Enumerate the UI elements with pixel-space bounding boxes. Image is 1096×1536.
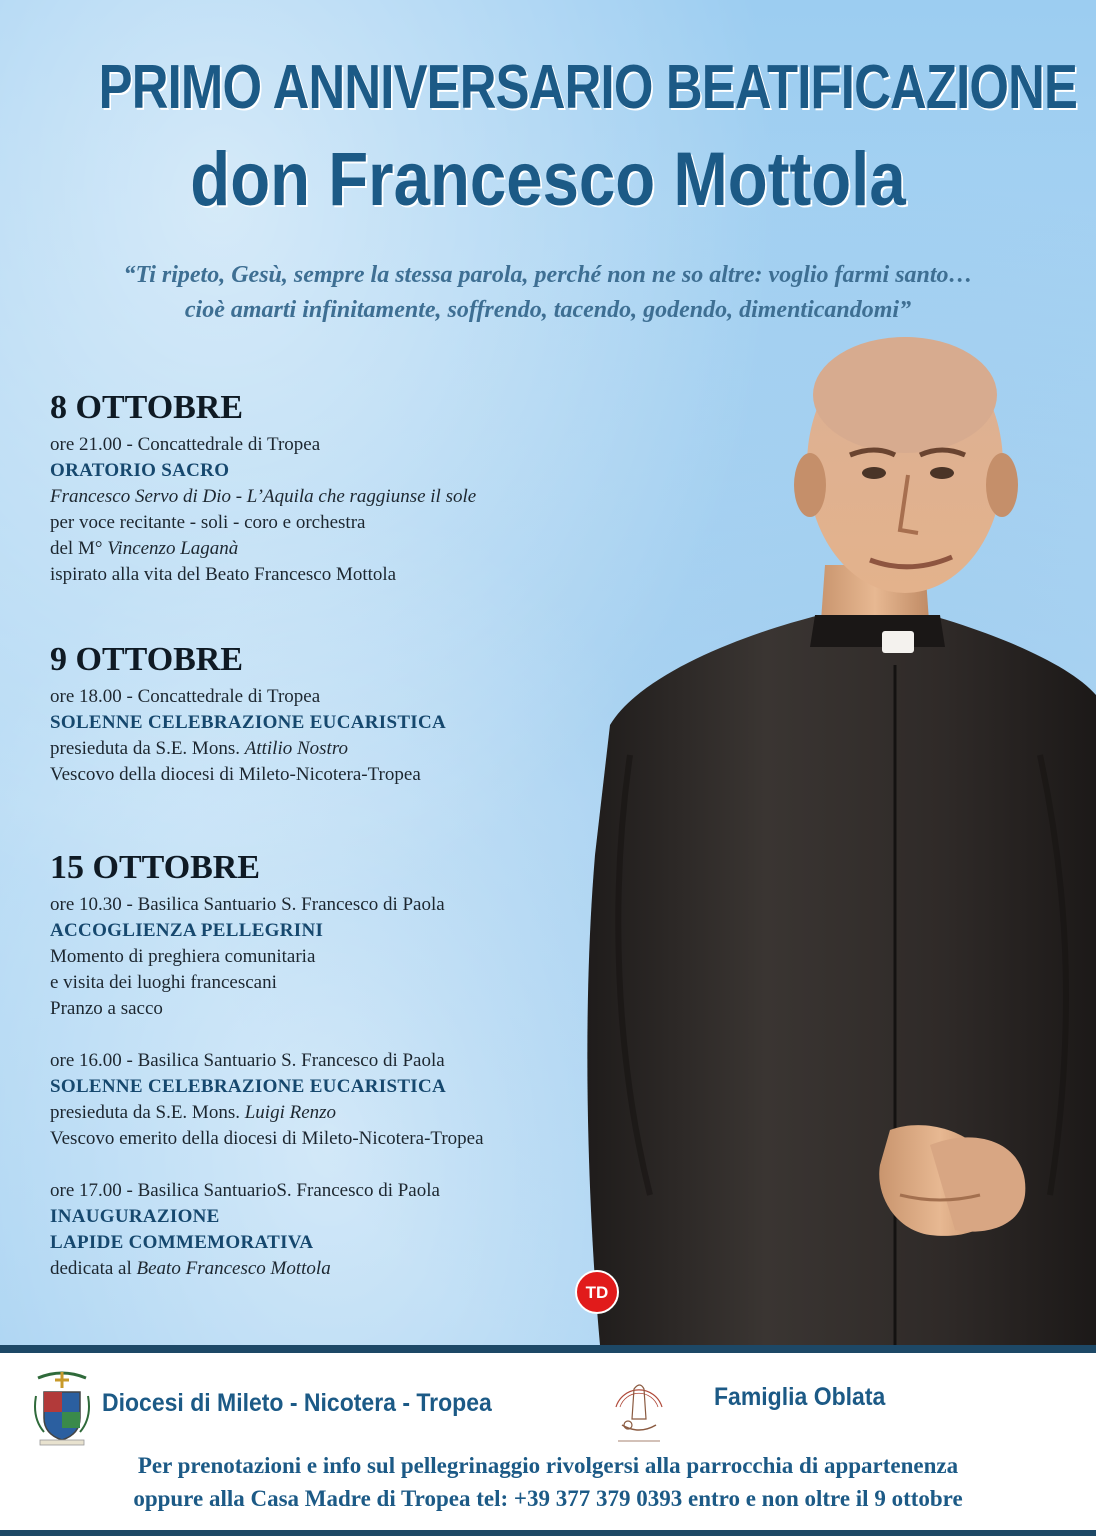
date-oct9: 9 OTTOBRE	[50, 641, 244, 678]
booking-info	[0, 1449, 1096, 1515]
presided-prefix: presieduta da S.E. Mons.	[50, 1102, 245, 1123]
diocese-name: Diocesi di Mileto - Nicotera - Tropea	[102, 1389, 492, 1417]
oct8-work: Francesco Servo di Dio - L’Aquila che raggiunse il sole	[50, 486, 477, 507]
footer	[0, 1353, 1096, 1536]
bottom-border	[0, 1530, 1096, 1536]
famiglia-oblata-logo-icon	[598, 1367, 680, 1449]
oct15-e1-line2: e visita dei luoghi francescani	[50, 972, 277, 993]
quote-line-2: cioè amarti infinitamente, soffrendo, tacendo, godendo, dimenticandomi”	[184, 297, 912, 323]
date-oct15: 15 OTTOBRE	[50, 849, 261, 886]
oct8-time-place: ore 21.00 - Concattedrale di Tropea	[50, 434, 321, 455]
title-line-1: PRIMO ANNIVERSARIO BEATIFICAZIONE	[98, 53, 1078, 122]
oct15-e1-line3: Pranzo a sacco	[50, 998, 163, 1019]
oct9-time-place: ore 18.00 - Concattedrale di Tropea	[50, 686, 321, 707]
oct15-e2-time-place: ore 16.00 - Basilica Santuario S. Francesco di Paola	[50, 1050, 445, 1071]
event-oct15	[50, 848, 484, 1282]
td-logo	[575, 1270, 619, 1314]
booking-info-line-1: Per prenotazioni e info sul pellegrinaggio rivolgersi alla parrocchia di appartenenza	[137, 1453, 959, 1478]
priest-portrait	[570, 335, 1096, 1345]
footer-divider	[0, 1345, 1096, 1353]
quote	[0, 258, 1096, 328]
oct15-e2-bishop: Vescovo emerito della diocesi di Mileto-Nicotera-Tropea	[50, 1128, 484, 1149]
oct15-e2-presided	[50, 1100, 484, 1126]
oct8-composer	[50, 536, 476, 562]
diocese-crest-icon	[30, 1368, 94, 1446]
oct15-e1-title: ACCOGLIENZA PELLEGRINI	[50, 920, 324, 941]
quote-line-1: “Ti ripeto, Gesù, sempre la stessa parola, perché non ne so altre: voglio farmi santo…	[123, 262, 973, 288]
event-oct8	[50, 388, 476, 588]
oct15-e3-dedicated	[50, 1256, 484, 1282]
date-oct8: 8 OTTOBRE	[50, 389, 244, 426]
oct8-inspired: ispirato alla vita del Beato Francesco Mottola	[50, 564, 397, 585]
presided-name: Attilio Nostro	[244, 738, 349, 759]
booking-info-line-2: oppure alla Casa Madre di Tropea tel: +39 377 379 0393 entro e non oltre il 9 ottobre	[133, 1486, 963, 1511]
oct15-e2-title: SOLENNE CELEBRAZIONE EUCARISTICA	[50, 1076, 447, 1097]
dedicated-prefix: dedicata al	[50, 1258, 137, 1279]
oct8-title: ORATORIO SACRO	[50, 460, 230, 481]
dedicated-name: Beato Francesco Mottola	[136, 1258, 331, 1279]
oct8-voices: per voce recitante - soli - coro e orchestra	[50, 512, 366, 533]
oct15-e1-time-place: ore 10.30 - Basilica Santuario S. Francesco di Paola	[50, 894, 445, 915]
oct15-e1-line1: Momento di preghiera comunitaria	[50, 946, 316, 967]
td-logo-label: TD	[585, 1283, 609, 1302]
oct9-bishop: Vescovo della diocesi di Mileto-Nicotera-Tropea	[50, 764, 421, 785]
famiglia-oblata-name: Famiglia Oblata	[714, 1383, 886, 1411]
oct9-title: SOLENNE CELEBRAZIONE EUCARISTICA	[50, 712, 447, 733]
composer-prefix: del M°	[50, 538, 108, 559]
oct9-presided	[50, 736, 446, 762]
composer-name: Vincenzo Laganà	[107, 538, 239, 559]
presided-name: Luigi Renzo	[244, 1102, 337, 1123]
oct15-e3-title1: INAUGURAZIONE	[50, 1206, 220, 1227]
oct15-e3-title2: LAPIDE COMMEMORATIVA	[50, 1232, 314, 1253]
title-line-2: don Francesco Mottola	[190, 137, 906, 222]
event-oct9	[50, 640, 446, 788]
oct15-e3-time-place: ore 17.00 - Basilica SantuarioS. Francesco di Paola	[50, 1180, 440, 1201]
presided-prefix: presieduta da S.E. Mons.	[50, 738, 245, 759]
